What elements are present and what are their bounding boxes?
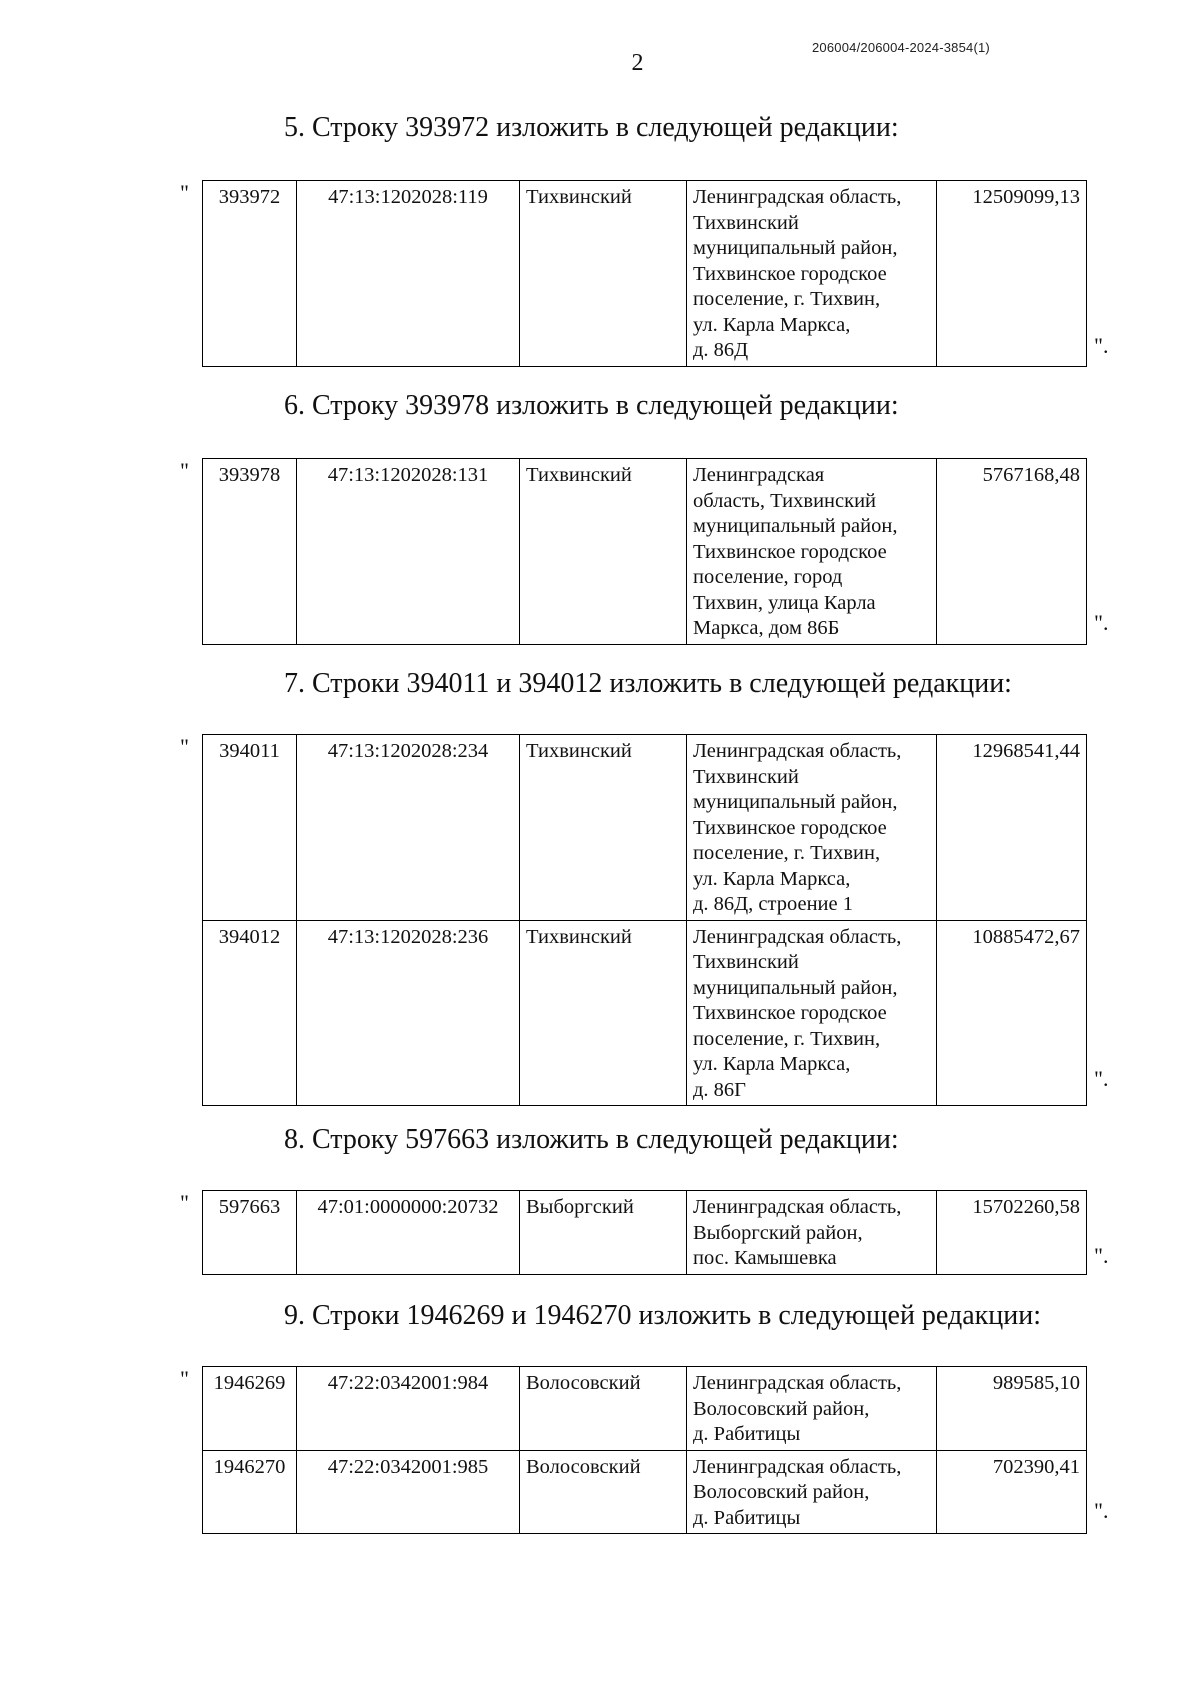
district-cell: Тихвинский [520, 459, 687, 645]
address-cell [687, 459, 937, 645]
address-line: Ленинградская область, [693, 1196, 902, 1218]
table-row [203, 735, 1087, 921]
address-line: поселение, г. Тихвин, [693, 1027, 881, 1050]
opening-quote: " [180, 1190, 189, 1215]
address-cell [687, 735, 937, 921]
address-line: Тихвин, улица Карла [693, 591, 876, 614]
cadastral-number-cell: 47:13:1202028:119 [297, 181, 520, 367]
district-cell: Волосовский [520, 1367, 687, 1451]
record-table [202, 734, 1087, 1106]
address-line: Ленинградская область, [693, 1372, 902, 1394]
opening-quote: " [180, 180, 189, 205]
address-line: ул. Карла Маркса, [693, 313, 851, 336]
address-line: Ленинградская область, [693, 186, 902, 208]
record-table [202, 180, 1087, 367]
district-cell: Тихвинский [520, 920, 687, 1106]
cadastral-value-cell: 989585,10 [937, 1367, 1087, 1451]
record-table [202, 458, 1087, 645]
table-row [203, 1367, 1087, 1451]
address-line: поселение, г. Тихвин, [693, 842, 881, 864]
address-line: муниципальный район, [693, 976, 898, 999]
address-line: Тихвинский [693, 211, 799, 234]
document-id: 206004/206004-2024-3854(1) [812, 40, 990, 55]
address-line: ул. Карла Маркса, [693, 1053, 851, 1075]
address-line: д. 86Д [693, 339, 749, 361]
address-line: Ленинградская [693, 464, 825, 486]
cadastral-number-cell: 47:13:1202028:236 [297, 920, 520, 1106]
address-line: область, Тихвинский [693, 489, 877, 512]
closing-quote: ". [1094, 1243, 1109, 1268]
cadastral-value-cell: 10885472,67 [937, 920, 1087, 1106]
address-line: Тихвинское городское [693, 1002, 887, 1024]
closing-quote: ". [1094, 1066, 1109, 1091]
section-heading: 5. Строку 393972 изложить в следующей редакции: [284, 112, 899, 143]
record-table [202, 1366, 1087, 1534]
cadastral-value-cell: 702390,41 [937, 1450, 1087, 1534]
table-row [203, 459, 1087, 645]
cadastral-number-cell: 47:01:0000000:20732 [297, 1191, 520, 1275]
address-line: поселение, город [693, 566, 843, 588]
section-heading: 7. Строки 394011 и 394012 изложить в следующей редакции: [284, 668, 1012, 699]
address-line: Тихвинский [693, 951, 799, 973]
page-number: 2 [631, 50, 644, 76]
address-line: пос. Камышевка [693, 1247, 837, 1269]
table-row [203, 1450, 1087, 1534]
address-line: Тихвинский [693, 765, 799, 788]
cadastral-value-cell: 15702260,58 [937, 1191, 1087, 1275]
district-cell: Выборгский [520, 1191, 687, 1275]
opening-quote: " [180, 734, 189, 759]
district-cell: Тихвинский [520, 181, 687, 367]
address-cell [687, 1450, 937, 1534]
address-line: Тихвинское городское [693, 816, 887, 839]
address-line: ул. Карла Маркса, [693, 867, 851, 890]
table-row [203, 181, 1087, 367]
address-line: Волосовский район, [693, 1481, 870, 1503]
address-cell [687, 920, 937, 1106]
section-heading: 8. Строку 597663 изложить в следующей редакции: [284, 1124, 899, 1155]
address-line: д. Рабитицы [693, 1506, 801, 1529]
closing-quote: ". [1094, 333, 1109, 358]
address-line: поселение, г. Тихвин, [693, 288, 881, 310]
cadastral-value-cell: 12509099,13 [937, 181, 1087, 367]
address-line: муниципальный район, [693, 237, 898, 259]
cadastral-number-cell: 47:13:1202028:131 [297, 459, 520, 645]
row-number-cell: 597663 [203, 1191, 297, 1275]
cadastral-number-cell: 47:13:1202028:234 [297, 735, 520, 921]
district-cell: Волосовский [520, 1450, 687, 1534]
address-cell [687, 181, 937, 367]
address-line: Ленинградская область, [693, 925, 902, 948]
address-line: Ленинградская область, [693, 740, 902, 762]
opening-quote: " [180, 458, 189, 483]
opening-quote: " [180, 1366, 189, 1391]
address-line: Тихвинское городское [693, 540, 887, 563]
district-cell: Тихвинский [520, 735, 687, 921]
table-row [203, 1191, 1087, 1275]
section-heading: 6. Строку 393978 изложить в следующей редакции: [284, 390, 899, 421]
closing-quote: ". [1094, 1498, 1109, 1523]
address-line: д. 86Д, строение 1 [693, 893, 853, 915]
address-cell [687, 1367, 937, 1451]
address-line: Выборгский район, [693, 1221, 863, 1244]
address-line: д. 86Г [693, 1078, 747, 1101]
address-line: Ленинградская область, [693, 1455, 902, 1478]
address-line: муниципальный район, [693, 515, 898, 537]
record-table [202, 1190, 1087, 1275]
address-line: Тихвинское городское [693, 262, 887, 285]
row-number-cell: 1946269 [203, 1367, 297, 1451]
table-row [203, 920, 1087, 1106]
row-number-cell: 393972 [203, 181, 297, 367]
section-heading: 9. Строки 1946269 и 1946270 изложить в следующей редакции: [284, 1300, 1041, 1331]
row-number-cell: 394011 [203, 735, 297, 921]
cadastral-number-cell: 47:22:0342001:985 [297, 1450, 520, 1534]
row-number-cell: 1946270 [203, 1450, 297, 1534]
address-line: муниципальный район, [693, 791, 898, 813]
cadastral-number-cell: 47:22:0342001:984 [297, 1367, 520, 1451]
closing-quote: ". [1094, 610, 1109, 635]
cadastral-value-cell: 5767168,48 [937, 459, 1087, 645]
address-line: д. Рабитицы [693, 1423, 801, 1445]
cadastral-value-cell: 12968541,44 [937, 735, 1087, 921]
address-line: Маркса, дом 86Б [693, 617, 840, 639]
row-number-cell: 393978 [203, 459, 297, 645]
row-number-cell: 394012 [203, 920, 297, 1106]
address-line: Волосовский район, [693, 1397, 870, 1420]
address-cell [687, 1191, 937, 1275]
